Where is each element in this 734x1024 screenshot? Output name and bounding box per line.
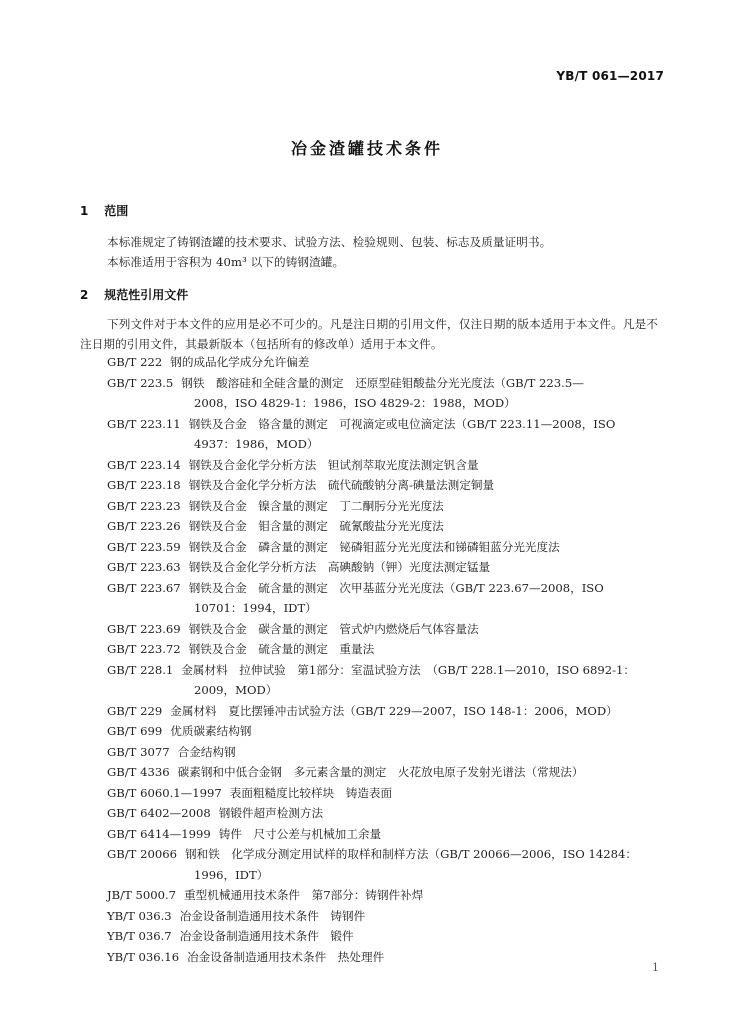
reference-item [107, 783, 672, 804]
reference-item [107, 373, 672, 414]
reference-item [107, 947, 672, 968]
reference-item [107, 824, 672, 845]
reference-title: 铸件 尺寸公差与机械加工余量 [218, 826, 382, 841]
reference-code: YB/T 036.16 [107, 949, 180, 964]
reference-title: 钢和铁 化学成分测定用试样的取样和制样方法（GB/T 20066—2006，ISO 14284： [185, 847, 637, 861]
reference-title: 合金结构钢 [177, 744, 236, 759]
reference-item [107, 455, 672, 476]
reference-title-continuation: 1996，IDT） [194, 867, 269, 882]
reference-title: 冶金设备制造通用技术条件 热处理件 [187, 949, 385, 964]
section-1-heading [80, 202, 128, 219]
reference-title: 钢铁及合金 碳含量的测定 管式炉内燃烧后气体容量法 [188, 621, 479, 636]
reference-item [107, 926, 672, 947]
section-title: 规范性引用文件 [104, 288, 189, 302]
reference-list [107, 352, 672, 967]
reference-item [107, 762, 672, 783]
reference-item [107, 578, 672, 619]
reference-item [107, 844, 672, 885]
scope-paragraph-1: 本标准规定了铸钢渣罐的技术要求、试验方法、检验规则、包装、标志及质量证明书。 [107, 235, 552, 249]
reference-code: GB/T 223.67 [107, 580, 181, 595]
reference-item [107, 639, 672, 660]
reference-code: GB/T 223.11 [107, 416, 181, 431]
reference-code: GB/T 229 [107, 703, 163, 718]
reference-item [107, 619, 672, 640]
reference-item [107, 496, 672, 517]
reference-code: YB/T 036.7 [107, 929, 172, 943]
scope-paragraph-2: 本标准适用于容积为 40m³ 以下的铸钢渣罐。 [107, 255, 345, 269]
reference-title: 钢铁及合金化学分析方法 钽试剂萃取光度法测定钒含量 [188, 457, 479, 472]
reference-title: 钢铁及合金 磷含量的测定 铋磷钼蓝分光光度法和锑磷钼蓝分光光度法 [188, 539, 560, 554]
document-title: 冶金渣罐技术条件 [290, 139, 443, 158]
reference-code: YB/T 036.3 [107, 908, 172, 923]
reference-code: GB/T 223.14 [107, 457, 181, 472]
reference-title: 钢的成品化学成分允许偏差 [170, 355, 310, 369]
reference-title: 碳素钢和中低合金钢 多元素含量的测定 火花放电原子发射光谱法（常规法） [177, 765, 584, 779]
reference-code: GB/T 223.23 [107, 498, 181, 513]
reference-item [107, 906, 672, 927]
reference-title: 表面粗糙度比较样块 铸造表面 [229, 785, 393, 800]
reference-code: GB/T 222 [107, 355, 163, 369]
reference-code: GB/T 6414—1999 [107, 826, 211, 841]
page-number: 1 [652, 961, 659, 974]
reference-code: GB/T 223.72 [107, 642, 181, 656]
references-intro: 下列文件对于本文件的应用是必不可少的。凡是注日期的引用文件，仅注日期的版本适用于本文件。凡是不注日期的引用文件，其最新版本（包括所有的修改单）适用于本文件。 [80, 317, 658, 351]
reference-item [107, 721, 672, 742]
reference-item [107, 660, 672, 701]
reference-code: GB/T 6402—2008 [107, 806, 211, 820]
reference-title: 钢铁及合金 硫含量的测定 重量法 [188, 642, 375, 656]
section-title: 范围 [104, 204, 129, 218]
reference-code: GB/T 699 [107, 724, 163, 738]
reference-item [107, 352, 672, 373]
reference-title: 优质碳素结构钢 [170, 724, 252, 738]
reference-code: GB/T 228.1 [107, 662, 174, 677]
reference-title: 钢铁及合金 硫含量的测定 次甲基蓝分光光度法（GB/T 223.67—2008，ISO [188, 580, 604, 595]
reference-code: JB/T 5000.7 [107, 888, 177, 902]
reference-title-continuation: 10701：1994，IDT） [194, 601, 317, 615]
section-number: 2 [80, 288, 89, 302]
reference-code: GB/T 6060.1—1997 [107, 785, 222, 800]
reference-item [107, 516, 672, 537]
reference-title: 金属材料 拉伸试验 第1部分：室温试验方法 （GB/T 228.1—2010，ISO 6892-1： [181, 662, 636, 677]
reference-code: GB/T 223.26 [107, 519, 181, 533]
reference-code: GB/T 3077 [107, 744, 170, 759]
reference-code: GB/T 223.63 [107, 560, 181, 574]
reference-title: 冶金设备制造通用技术条件 锻件 [179, 929, 354, 943]
reference-code: GB/T 223.5 [107, 375, 174, 390]
standard-number: YB/T 061—2017 [556, 69, 664, 83]
reference-item [107, 701, 672, 722]
reference-title: 钢铁 酸溶硅和全硅含量的测定 还原型硅钼酸盐分光光度法（GB/T 223.5— [181, 375, 584, 390]
reference-code: GB/T 4336 [107, 765, 170, 779]
reference-item [107, 885, 672, 906]
reference-item [107, 803, 672, 824]
reference-item [107, 557, 672, 578]
reference-code: GB/T 20066 [107, 847, 177, 861]
reference-code: GB/T 223.69 [107, 621, 181, 636]
reference-item [107, 475, 672, 496]
reference-title: 钢铁及合金 铬含量的测定 可视滴定或电位滴定法（GB/T 223.11—2008，ISO [188, 416, 616, 431]
section-2-heading [80, 286, 188, 303]
reference-code: GB/T 223.59 [107, 539, 181, 554]
reference-item [107, 742, 672, 763]
reference-title: 钢铁及合金 镍含量的测定 丁二酮肟分光光度法 [188, 498, 444, 513]
reference-title: 钢铁及合金化学分析方法 高碘酸钠（钾）光度法测定锰量 [188, 560, 491, 574]
reference-code: GB/T 223.18 [107, 478, 181, 492]
reference-title: 冶金设备制造通用技术条件 铸钢件 [179, 908, 366, 923]
reference-title: 钢铁及合金 钼含量的测定 硫氰酸盐分光光度法 [188, 519, 444, 533]
reference-title-continuation: 4937：1986，MOD） [194, 437, 319, 451]
reference-title: 钢铁及合金化学分析方法 硫代硫酸钠分离-碘量法测定铜量 [188, 478, 495, 492]
reference-item [107, 537, 672, 558]
section-number: 1 [80, 204, 89, 218]
reference-title: 钢锻件超声检测方法 [218, 806, 324, 820]
reference-title-continuation: 2008，ISO 4829-1：1986，ISO 4829-2：1988，MOD） [194, 396, 516, 410]
reference-title: 重型机械通用技术条件 第7部分：铸钢件补焊 [184, 888, 424, 902]
reference-title: 金属材料 夏比摆锤冲击试验方法（GB/T 229—2007，ISO 148-1：2006，MOD） [170, 703, 618, 718]
reference-title-continuation: 2009，MOD） [194, 683, 278, 697]
reference-item [107, 414, 672, 455]
